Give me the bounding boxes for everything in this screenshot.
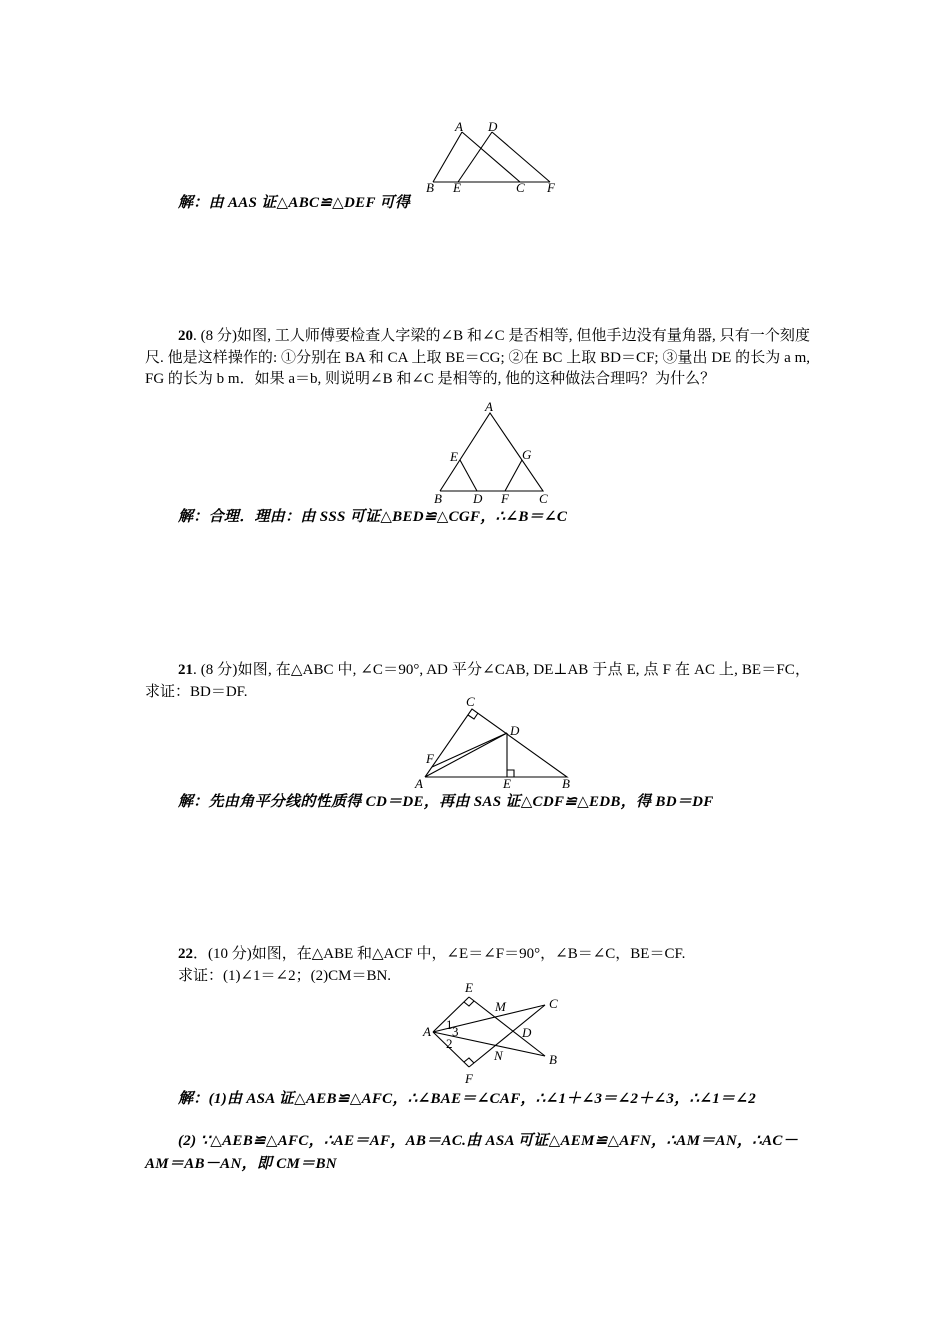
q22-label-m: M — [495, 999, 506, 1014]
q22-right-angle-f — [464, 1058, 474, 1063]
q21-number: 21 — [178, 662, 193, 678]
q20-label-b: B — [434, 491, 442, 506]
q19-label-f: F — [547, 180, 555, 195]
q20-question — [145, 326, 810, 391]
q20-label-c: C — [539, 491, 548, 506]
q22-label-e: E — [465, 980, 473, 995]
figure-q20 — [430, 400, 560, 508]
q19-label-b: B — [426, 180, 434, 195]
q22-answer-1: 解：(1)由 ASA 证△AEB≌△AFC，∴∠BAE＝∠CAF，∴∠1＋∠3＝∠2＋∠3，∴∠1＝∠2 — [178, 1091, 756, 1107]
q19-label-c: C — [516, 180, 525, 195]
q20-line-ed — [460, 460, 477, 491]
q22-label-2: 2 — [446, 1036, 453, 1051]
q20-label-d: D — [473, 491, 483, 506]
q22-number: 22 — [178, 946, 193, 962]
figure-q19 — [420, 120, 570, 200]
q22-label-b: B — [549, 1052, 557, 1067]
q20-label-e: E — [450, 449, 458, 464]
q21-label-c: C — [466, 694, 475, 709]
q20-number: 20 — [178, 328, 193, 344]
q21-line-ad — [425, 733, 507, 777]
q19-answer: 解：由 AAS 证△ABC≌△DEF 可得 — [178, 195, 411, 211]
figure-q21 — [410, 695, 580, 795]
q19-label-a: A — [455, 119, 463, 134]
q22-right-angle-e — [464, 1001, 474, 1006]
q19-label-d: D — [488, 119, 498, 134]
q22-label-d: D — [522, 1025, 532, 1040]
q22-question-body — [145, 944, 810, 966]
q19-label-e: E — [453, 180, 461, 195]
q21-label-e: E — [503, 776, 511, 791]
q21-right-angle-c — [468, 713, 478, 719]
q21-triangle-abc — [425, 709, 567, 777]
q20-answer: 解：合理．理由：由 SSS 可证△BED≌△CGF，∴∠B＝∠C — [178, 509, 568, 525]
figure-q22 — [415, 975, 575, 1090]
q19-line-ab — [433, 132, 462, 182]
q21-answer: 解：先由角平分线的性质得 CD＝DE，再由 SAS 证△CDF≌△EDB，得 BD＝DF — [178, 794, 714, 810]
q20-label-a: A — [485, 399, 493, 414]
q22-label-3: 3 — [452, 1024, 459, 1039]
q21-label-f: F — [426, 751, 434, 766]
q22-text: ．(10 分)如图，在△ABE 和△ACF 中，∠E＝∠F＝90°，∠B＝∠C，BE＝CF. — [193, 946, 686, 962]
q22-label-n: N — [494, 1048, 503, 1063]
q20-line-gf — [505, 460, 522, 491]
q20-question-body — [145, 326, 810, 391]
q19-line-ac — [462, 132, 520, 182]
q21-label-b: B — [562, 776, 570, 791]
q22-label-1: 1 — [446, 1017, 453, 1032]
q22-label-a: A — [423, 1024, 431, 1039]
q22-label-c: C — [549, 996, 558, 1011]
q21-text: . (8 分)如图, 在△ABC 中, ∠C＝90°, AD 平分∠CAB, DE⊥AB 于点 E, 点 F 在 AC 上, BE＝FC，求证：BD＝DF. — [145, 662, 810, 700]
q20-text: . (8 分)如图, 工人师傅要检查人字梁的∠B 和∠C 是否相等, 但他手边没有量角器, 只有一个刻度尺. 他是这样操作的: ①分别在 BA 和 CA 上取 BE＝CG; ②在 BC 上取 BD＝CF; ③量出 DE 的长为 a m, FG 的长为 b m．如果 a＝b, 则说明∠B 和∠C 是相等的, 他的这种做法合理吗？为什么？ — [145, 328, 810, 387]
q21-label-a: A — [415, 776, 423, 791]
q22-line-eb — [469, 997, 545, 1056]
q22-text2: 求证：(1)∠1＝∠2；(2)CM＝BN. — [178, 967, 392, 984]
q21-label-d: D — [510, 723, 520, 738]
q22-label-f: F — [465, 1071, 473, 1086]
q19-line-de — [458, 132, 492, 182]
q19-line-df — [492, 132, 550, 182]
q20-label-g: G — [522, 447, 532, 462]
q22-answer-2: (2) ∵△AEB≌△AFC，∴AE＝AF，AB＝AC.由 ASA 可证△AEM≌△AFN，∴AM＝AN，∴AC－AM＝AB－AN，即 CM＝BN — [145, 1133, 799, 1172]
q20-label-f: F — [501, 491, 509, 506]
